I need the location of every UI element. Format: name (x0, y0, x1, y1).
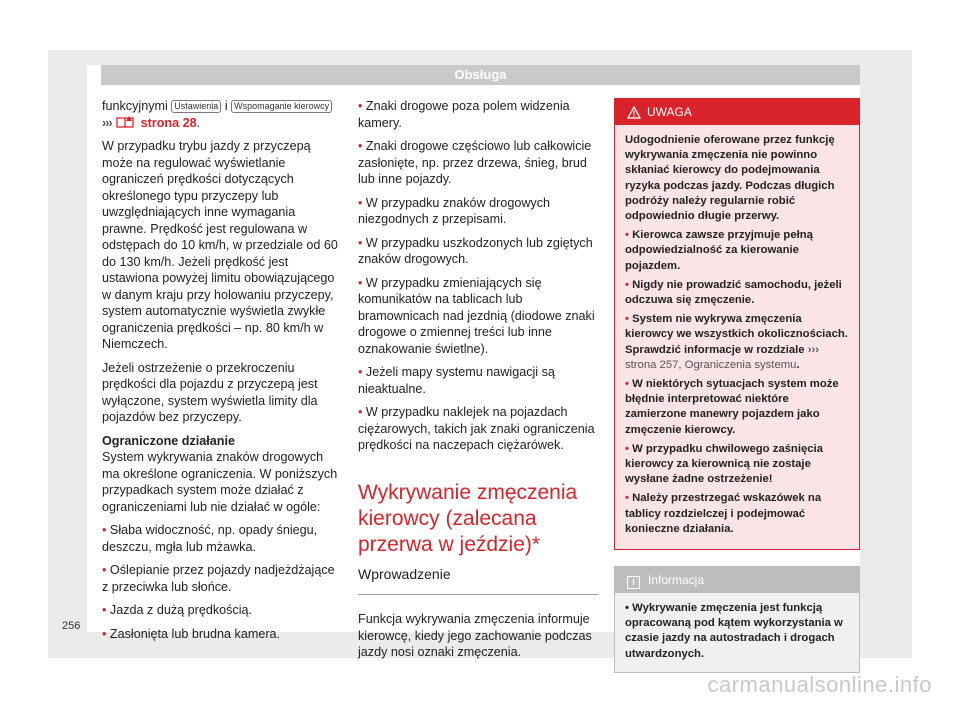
info-body (615, 593, 859, 672)
warning-lead: Udogodnienie oferowane przez funkcję wykrywania zmęczenia nie powinno skłaniać kierowcy do podejmowania ryzyka podczas jazdy. Podczas długich podróży należy regularnie robić odpowiednio długie przerwy. (625, 134, 835, 223)
list-item (358, 404, 598, 454)
bullet-icon: • (358, 405, 363, 419)
warning-book-icon (115, 115, 137, 129)
list-item (625, 377, 849, 438)
bullet-icon: • (625, 492, 629, 505)
bullet-icon: • (358, 139, 363, 153)
list-item-text: Jeżeli mapy systemu nawigacji są nieaktualne. (358, 365, 555, 396)
bullet-icon: • (625, 313, 629, 326)
list-item-text: Oślepianie przez pojazdy nadjeżdżające z przeciwka lub słońce. (102, 563, 335, 594)
list-item-text: Wykrywanie zmęczenia jest funkcją opracowaną pod kątem wykorzystania w czasie jazdy na autostradach i drogach utwardzonych. (625, 602, 843, 660)
bullet-icon: • (358, 99, 363, 113)
info-title: Informacja (648, 573, 705, 588)
bullet-icon: • (625, 442, 629, 455)
section-divider (358, 594, 598, 595)
list-item-text: Znaki drogowe częściowo lub całkowicie zasłonięte, np. przez drzewa, śnieg, brud lub inne pojazdy. (358, 139, 592, 186)
bullet-icon: • (358, 365, 363, 379)
list-item (358, 235, 598, 268)
bullet-icon: • (625, 278, 629, 291)
reference-page-link[interactable]: strona 28 (140, 115, 197, 130)
warning-title: UWAGA (647, 105, 692, 119)
warning-header (615, 99, 859, 125)
list-item (358, 195, 598, 228)
bullet-icon: • (102, 626, 107, 641)
warning-triangle-icon (627, 106, 641, 119)
reference-arrows: ››› (807, 343, 819, 356)
list-item-text: Jazda z dużą prędkością. (109, 603, 253, 617)
column-left (102, 98, 342, 649)
list-item-text: W niektórych sytuacjach system może błędnie interpretować niektóre zamierzone manewry pojazdem jako zmęczenie kierowcy. (625, 378, 839, 436)
page-reference[interactable] (102, 116, 197, 130)
list-item (358, 138, 598, 188)
list-item (625, 228, 849, 274)
list-item-text: Słaba widoczność, np. opady śniegu, deszczu, mgła lub mżawka. (102, 523, 318, 554)
list-item (625, 312, 849, 373)
warning-off-paragraph: Jeżeli ostrzeżenie o przekroczeniu prędkości dla pojazdu z przyczepą jest wyłączone, system wyświetla limity dla pojazdów bez przyczepy. (102, 360, 318, 424)
list-item (358, 275, 598, 358)
intro-text: funkcyjnymi (102, 99, 168, 113)
list-item-text: Nigdy nie prowadzić samochodu, jeżeli odczuwa się zmęczenie. (625, 278, 842, 307)
bullet-icon: • (102, 563, 107, 577)
warning-body (615, 125, 859, 549)
warning-box (614, 98, 860, 550)
list-item-text: W przypadku znaków drogowych niezgodnych z przepisami. (358, 195, 551, 226)
bullet-icon: • (102, 523, 107, 537)
list-item-text: System nie wykrywa zmęczenia kierowcy we wszystkich okolicznościach. Sprawdzić informacje w rozdziale (625, 313, 848, 356)
list-item-text: W przypadku chwilowego zaśnięcia kierowcy za kierownicą nie zostaje wysłane żadne ostrzeżenie! (625, 442, 823, 486)
column-middle (358, 98, 598, 668)
list-item (625, 601, 849, 662)
bullet-icon: • (358, 235, 363, 250)
section-title: Wykrywanie zmęczenia kierowcy (zalecana przerwa w jeździe)* (358, 480, 578, 556)
bullet-icon: • (625, 378, 629, 391)
list-item (102, 602, 342, 619)
watermark: carmanualsonline.info (707, 672, 932, 697)
info-icon: i (627, 576, 640, 589)
list-item (358, 364, 598, 397)
info-header (615, 567, 859, 593)
list-item (358, 98, 598, 131)
limitations-paragraph: System wykrywania znaków drogowych ma określone ograniczenia. W poniższych przypadkach system może działać z ograniczeniami lub nie działać w ogóle: (102, 450, 338, 514)
bullet-icon: • (625, 229, 629, 242)
intro-conjunction: i (224, 99, 228, 113)
list-item (102, 626, 342, 643)
list-item-text: Kierowca zawsze przyjmuje pełną odpowiedzialność za kierowanie pojazdem. (625, 229, 813, 272)
reference-arrows: ››› (102, 115, 112, 130)
intro-paragraph (102, 98, 342, 131)
list-item (102, 522, 342, 555)
list-item-text: W przypadku uszkodzonych lub zgiętych znaków drogowych. (358, 235, 593, 266)
list-item-text: W przypadku zmieniających się komunikatów na tablicach lub bramownicach nad jezdnią (diodowe znaki drogowe o zmiennej treści lub inne oznakowanie świetlne). (358, 275, 595, 356)
trailer-paragraph: W przypadku trybu jazdy z przyczepą może na regulować wyświetlanie ograniczeń prędkości dotyczących określonego typu przyczepy lub uwzględniających inne wymagania prawne. Prędkość jest regulowana w odstępach do 10 km/h, w przedziale od 60 do 130 km/h. Jeżeli prędkość jest ustawiona powyżej limitu obowiązującego w danym kraju przy holowaniu przyczepy, system automatycznie wyświetla zwykłe ograniczenia prędkości – np. 80 km/h w Niemczech. (102, 139, 338, 351)
reference-end: . (796, 358, 800, 371)
limited-operation-heading: Ograniczone działanie (102, 433, 235, 448)
reference-page-link[interactable]: strona 257, Ograniczenia systemu (625, 358, 797, 371)
driver-assist-button-chip: Wspomaganie kierowcy (231, 100, 332, 113)
column-right (614, 98, 860, 673)
fatigue-intro-paragraph: Funkcja wykrywania zmęczenia informuje kierowcę, kiedy jego zachowanie podczas jazdy nosi oznaki zmęczenia. (358, 612, 592, 659)
list-item (102, 562, 342, 595)
list-item-text: Znaki drogowe poza polem widzenia kamery. (358, 99, 570, 130)
page-header: Obsługa (101, 65, 860, 85)
list-item (625, 278, 849, 308)
bullet-icon: • (358, 275, 363, 290)
list-item-text: Zasłonięta lub brudna kamera. (109, 626, 281, 641)
list-item (625, 491, 849, 537)
info-box (614, 566, 860, 673)
bullet-icon: • (102, 603, 107, 617)
bullet-icon: • (358, 195, 363, 210)
reference-end: . (196, 115, 201, 130)
section-subtitle: Wprowadzenie (358, 565, 451, 582)
bullet-icon: • (625, 602, 629, 615)
list-item (625, 442, 849, 488)
list-item-text: W przypadku naklejek na pojazdach ciężarowych, takich jak znaki ograniczenia prędkości na naczepach ciężarówek. (358, 405, 595, 452)
list-item-text: Należy przestrzegać wskazówek na tablicy rozdzielczej i podejmować konieczne działania. (625, 492, 822, 535)
settings-button-chip: Ustawienia (171, 100, 221, 113)
page-number: 256 (62, 620, 81, 632)
